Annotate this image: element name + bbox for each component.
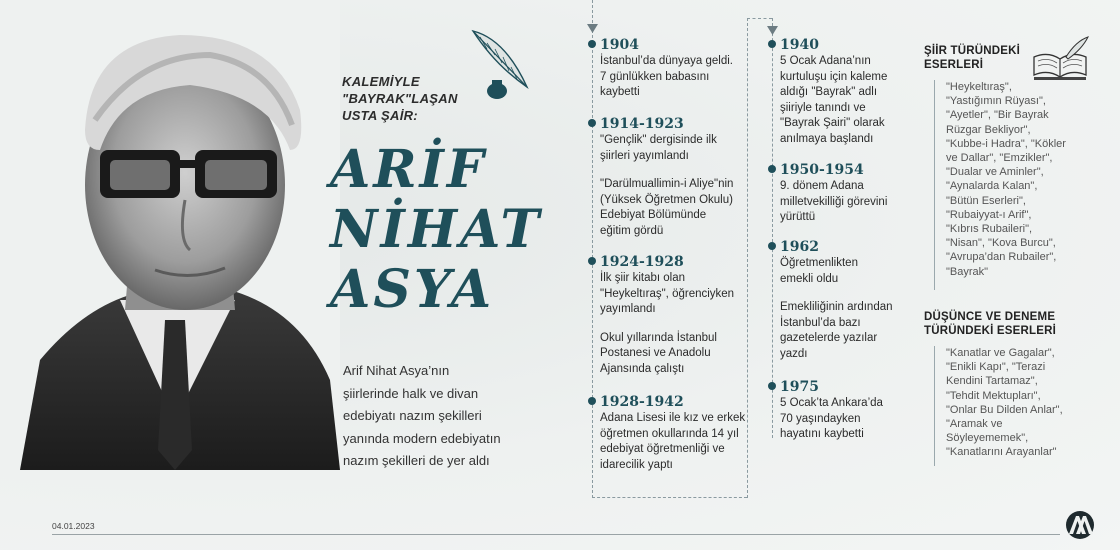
list-item: Söyleyememek",: [946, 432, 1029, 445]
list-item: "Tehdit Mektupları",: [946, 389, 1041, 402]
list-item: "Aynalarda Kalan",: [946, 180, 1038, 193]
timeline-event-1904: [600, 37, 765, 101]
list-item: Rüzgar Bekliyor",: [946, 123, 1031, 136]
event-text: Öğretmenlikten emekli oldu Emekliliğinin ardından İstanbul’da bazı gazetelerde yazılar yazdı: [780, 257, 893, 360]
event-year: 1924-1928: [600, 254, 684, 270]
list-item: "Avrupa’dan Rubailer",: [946, 251, 1057, 264]
summary-line: şiirlerinde halk ve divan: [343, 385, 479, 401]
event-text: 9. dönem Adana milletvekilliği görevini yürüttü: [780, 180, 888, 223]
arrow-down-icon: [587, 24, 598, 34]
list-item: ve Dallar", "Emzikler",: [946, 152, 1053, 165]
poetry-list-bar: [934, 80, 935, 290]
event-text: İlk şiir kitabı olan "Heykeltıraş", öğrenciyken yayımlandı Okul yıllarında İstanbul Postanesi ve Anadolu Ajansında çalıştı: [600, 272, 735, 375]
list-item: "Dualar ve Aminler",: [946, 166, 1044, 179]
timeline-dot: [588, 40, 596, 48]
list-item: "Kanatlarını Arayanlar": [946, 446, 1057, 459]
event-year: 1914-1923: [600, 116, 684, 132]
timeline-event-1924-1928: [600, 254, 765, 377]
timeline-dot: [768, 165, 776, 173]
list-item: "Yastığımın Rüyası",: [946, 95, 1046, 108]
list-item: "Aramak ve: [946, 418, 1003, 431]
timeline-event-1950-1954: [780, 162, 945, 226]
list-item: "Kubbe-i Hadra", "Kökler: [946, 137, 1066, 150]
list-item: "Enikli Kapı", "Terazi: [946, 361, 1046, 374]
poet-name-title: [330, 140, 542, 320]
essay-works-list: [946, 346, 1063, 460]
list-item: Kendini Tartamaz",: [946, 375, 1038, 388]
name-line: ARİF: [330, 139, 487, 200]
list-item: "Ayetler", "Bir Bayrak: [946, 109, 1049, 122]
timeline-left-line: [592, 0, 593, 498]
list-item: "Kıbrıs Rubaileri",: [946, 223, 1033, 236]
kicker-line: "BAYRAK"LAŞAN: [342, 91, 458, 106]
list-item: "Nisan", "Kova Burcu",: [946, 237, 1056, 250]
timeline-event-1914-1923: [600, 116, 765, 239]
list-item: "Rubaiyyat-ı Arif",: [946, 208, 1032, 221]
timeline-event-1962: [780, 239, 945, 362]
event-text: İstanbul’da dünyaya geldi. 7 günlükken babasını kaybetti: [600, 55, 733, 98]
essay-list-bar: [934, 346, 935, 466]
timeline-event-1928-1942: [600, 394, 765, 473]
name-line: NİHAT: [330, 199, 543, 260]
open-book-quill-icon: [1030, 35, 1090, 83]
timeline-bottom-connector: [592, 497, 747, 498]
event-year: 1950-1954: [780, 162, 864, 178]
poetry-works-list: [946, 80, 1066, 279]
timeline-dot: [768, 242, 776, 250]
timeline-top-connector: [747, 18, 772, 19]
summary-line: nazım şekilleri de yer aldı: [343, 453, 490, 468]
event-year: 1962: [780, 239, 819, 255]
aa-logo: [1062, 510, 1098, 540]
timeline-dot: [768, 382, 776, 390]
timeline-dot: [588, 119, 596, 127]
event-year: 1928-1942: [600, 394, 684, 410]
timeline-dot: [588, 257, 596, 265]
feather-quill-icon: [465, 25, 535, 105]
event-text: 5 Ocak’ta Ankara’da 70 yaşındayken hayatını kaybetti: [780, 397, 883, 440]
event-year: 1904: [600, 37, 639, 53]
list-item: "Bütün Eserleri",: [946, 194, 1026, 207]
event-year: 1975: [780, 379, 819, 395]
summary-text: [343, 360, 543, 473]
timeline-dot: [588, 397, 596, 405]
event-text: "Gençlik" dergisinde ilk şiirleri yayımlandı "Darülmuallimin-i Aliye"nin (Yüksek Öğretmen Okulu) Edebiyat Bölümünde eğitim gördü: [600, 134, 734, 237]
timeline-right-line: [772, 18, 773, 438]
footer-divider: [52, 534, 1060, 535]
list-item: "Bayrak": [946, 265, 989, 278]
poetry-works-heading: ŞİİR TÜRÜNDEKİ ESERLERİ: [924, 45, 1021, 71]
timeline-event-1975: [780, 379, 945, 443]
event-year: 1940: [780, 37, 819, 53]
publish-date: 04.01.2023: [52, 521, 95, 531]
kicker-line: KALEMİYLE: [342, 74, 420, 89]
essay-works-heading: DÜŞÜNCE VE DENEME TÜRÜNDEKİ ESERLERİ: [924, 311, 1057, 337]
timeline-event-1940: [780, 37, 945, 147]
summary-line: Arif Nihat Asya’nın: [343, 363, 450, 378]
list-item: "Onlar Bu Dilden Anlar",: [946, 403, 1063, 416]
event-text: Adana Lisesi ile kız ve erkek öğretmen okullarında 14 yıl edebiyat öğretmenliği ve idarecilik yaptı: [600, 412, 746, 471]
list-item: "Heykeltıraş",: [946, 81, 1012, 93]
summary-line: edebiyatı nazım şekilleri: [343, 408, 482, 423]
list-item: "Kanatlar ve Gagalar",: [946, 347, 1055, 359]
event-text: 5 Ocak Adana’nın kurtuluşu için kaleme aldığı "Bayrak" adlı şiiriyle tanındı ve "Bayrak Şairi" olarak anılmaya başlandı: [780, 55, 888, 145]
arrow-down-icon: [767, 26, 778, 36]
portrait-photo: [0, 0, 340, 470]
kicker-line: USTA ŞAİR:: [342, 108, 418, 123]
name-line: ASYA: [330, 259, 495, 320]
summary-line: yanında modern edebiyatın: [343, 430, 501, 446]
timeline-dot: [768, 40, 776, 48]
